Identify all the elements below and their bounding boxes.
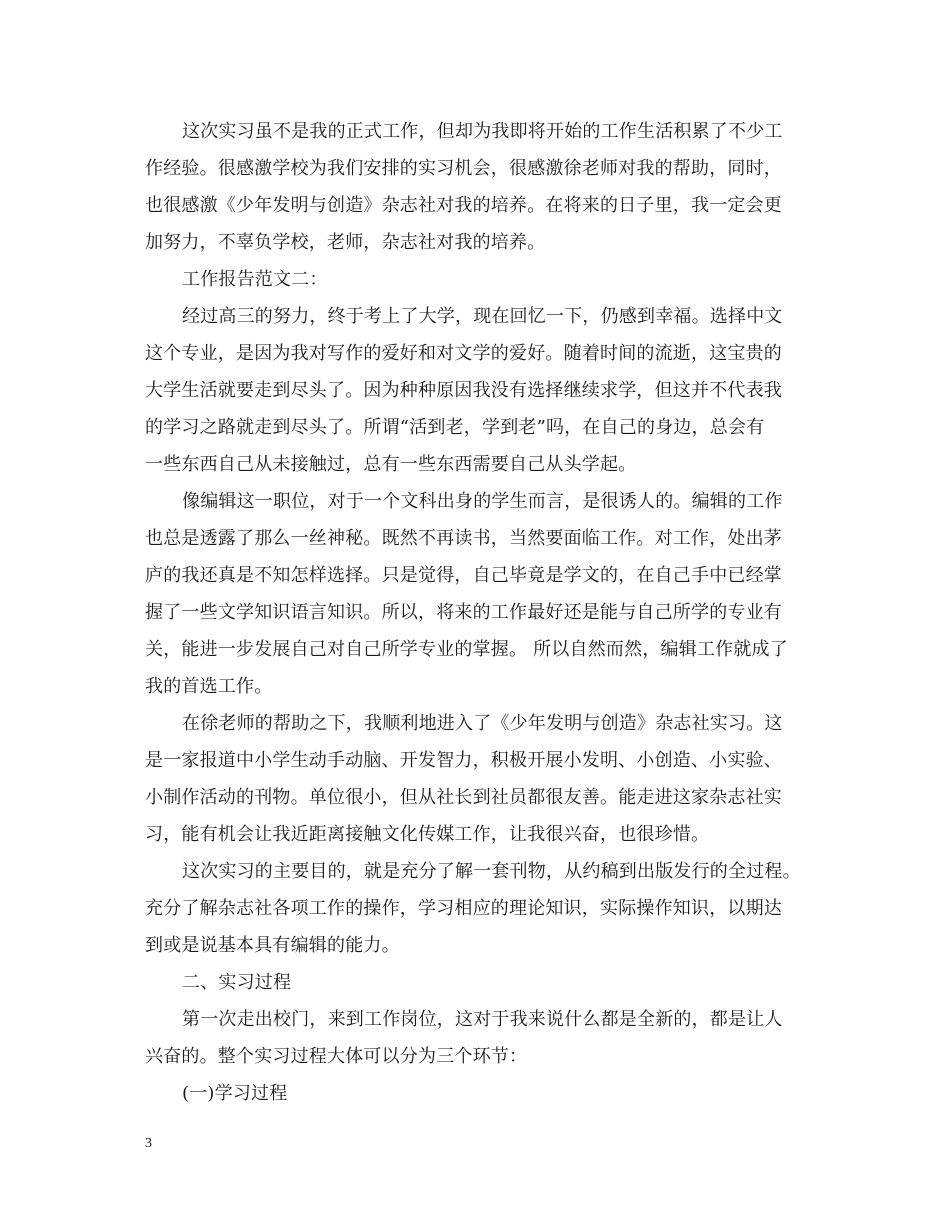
paragraph-line: 这个专业，是因为我对写作的爱好和对文学的爱好。随着时间的流逝，这宝贵的 (145, 343, 782, 364)
paragraph-line: 也总是透露了那么一丝神秘。既然不再读书，当然要面临工作。对工作，处出茅 (145, 528, 782, 549)
paragraph (145, 261, 810, 298)
paragraph-line: 到或是说基本具有编辑的能力。 (145, 935, 400, 956)
paragraph (145, 298, 810, 483)
paragraph-line: 是一家报道中小学生动手动脑、开发智力，积极开展小发明、小创造、小实验、 (145, 750, 782, 771)
paragraph-line: 也很感激《少年发明与创造》杂志社对我的培养。在将来的日子里，我一定会更 (145, 195, 782, 216)
paragraph (145, 113, 810, 261)
paragraph (145, 483, 810, 705)
paragraph-line: 小制作活动的刊物。单位很小，但从社长到社员都很友善。能走进这家杂志社实 (145, 787, 782, 808)
paragraph-line: 这次实习的主要目的，就是充分了解一套刊物，从约稿到出版发行的全过程。 (182, 861, 801, 882)
paragraph-line: 像编辑这一职位，对于一个文科出身的学生而言，是很诱人的。编辑的工作 (182, 491, 783, 512)
document-body (145, 113, 810, 1112)
paragraph (145, 853, 810, 964)
paragraph (145, 964, 810, 1001)
paragraph (145, 705, 810, 853)
paragraph-line: (一)学习过程 (182, 1083, 288, 1104)
paragraph-line: 在徐老师的帮助之下，我顺利地进入了《少年发明与创造》杂志社实习。这 (182, 713, 783, 734)
paragraph-line: 大学生活就要走到尽头了。因为种种原因我没有选择继续求学，但这并不代表我 (145, 380, 782, 401)
paragraph-line: 习，能有机会让我近距离接触文化传媒工作，让我很兴奋，也很珍惜。 (145, 824, 710, 845)
paragraph (145, 1075, 810, 1112)
paragraph-line: 第一次走出校门，来到工作岗位，这对于我来说什么都是全新的，都是让人 (182, 1009, 783, 1030)
paragraph-line: 这次实习虽不是我的正式工作，但却为我即将开始的工作生活积累了不少工 (182, 121, 783, 142)
paragraph-line: 二、实习过程 (182, 972, 292, 993)
paragraph-line: 的学习之路就走到尽头了。所谓“活到老，学到老”吗，在自己的身边，总会有 (145, 417, 765, 438)
paragraph-line: 工作报告范文二： (182, 269, 328, 290)
page-number: 3 (145, 1136, 152, 1151)
paragraph (145, 1001, 810, 1075)
paragraph-line: 我的首选工作。 (145, 676, 273, 697)
paragraph-line: 庐的我还真是不知怎样选择。只是觉得，自己毕竟是学文的，在自己手中已经掌 (145, 565, 782, 586)
paragraph-line: 加努力，不辜负学校，老师，杂志社对我的培养。 (145, 232, 546, 253)
paragraph-line: 一些东西自己从未接触过，总有一些东西需要自己从头学起。 (145, 454, 637, 475)
paragraph-line: 兴奋的。整个实习过程大体可以分为三个环节： (145, 1046, 528, 1067)
paragraph-line: 充分了解杂志社各项工作的操作，学习相应的理论知识，实际操作知识，以期达 (145, 898, 782, 919)
paragraph-line: 作经验。很感激学校为我们安排的实习机会，很感激徐老师对我的帮助，同时， (145, 158, 782, 179)
paragraph-line: 关，能进一步发展自己对自己所学专业的掌握。 所以自然而然，编辑工作就成了 (145, 639, 788, 660)
paragraph-line: 握了一些文学知识语言知识。所以，将来的工作最好还是能与自己所学的专业有 (145, 602, 782, 623)
paragraph-line: 经过高三的努力，终于考上了大学，现在回忆一下，仍感到幸福。选择中文 (182, 306, 783, 327)
